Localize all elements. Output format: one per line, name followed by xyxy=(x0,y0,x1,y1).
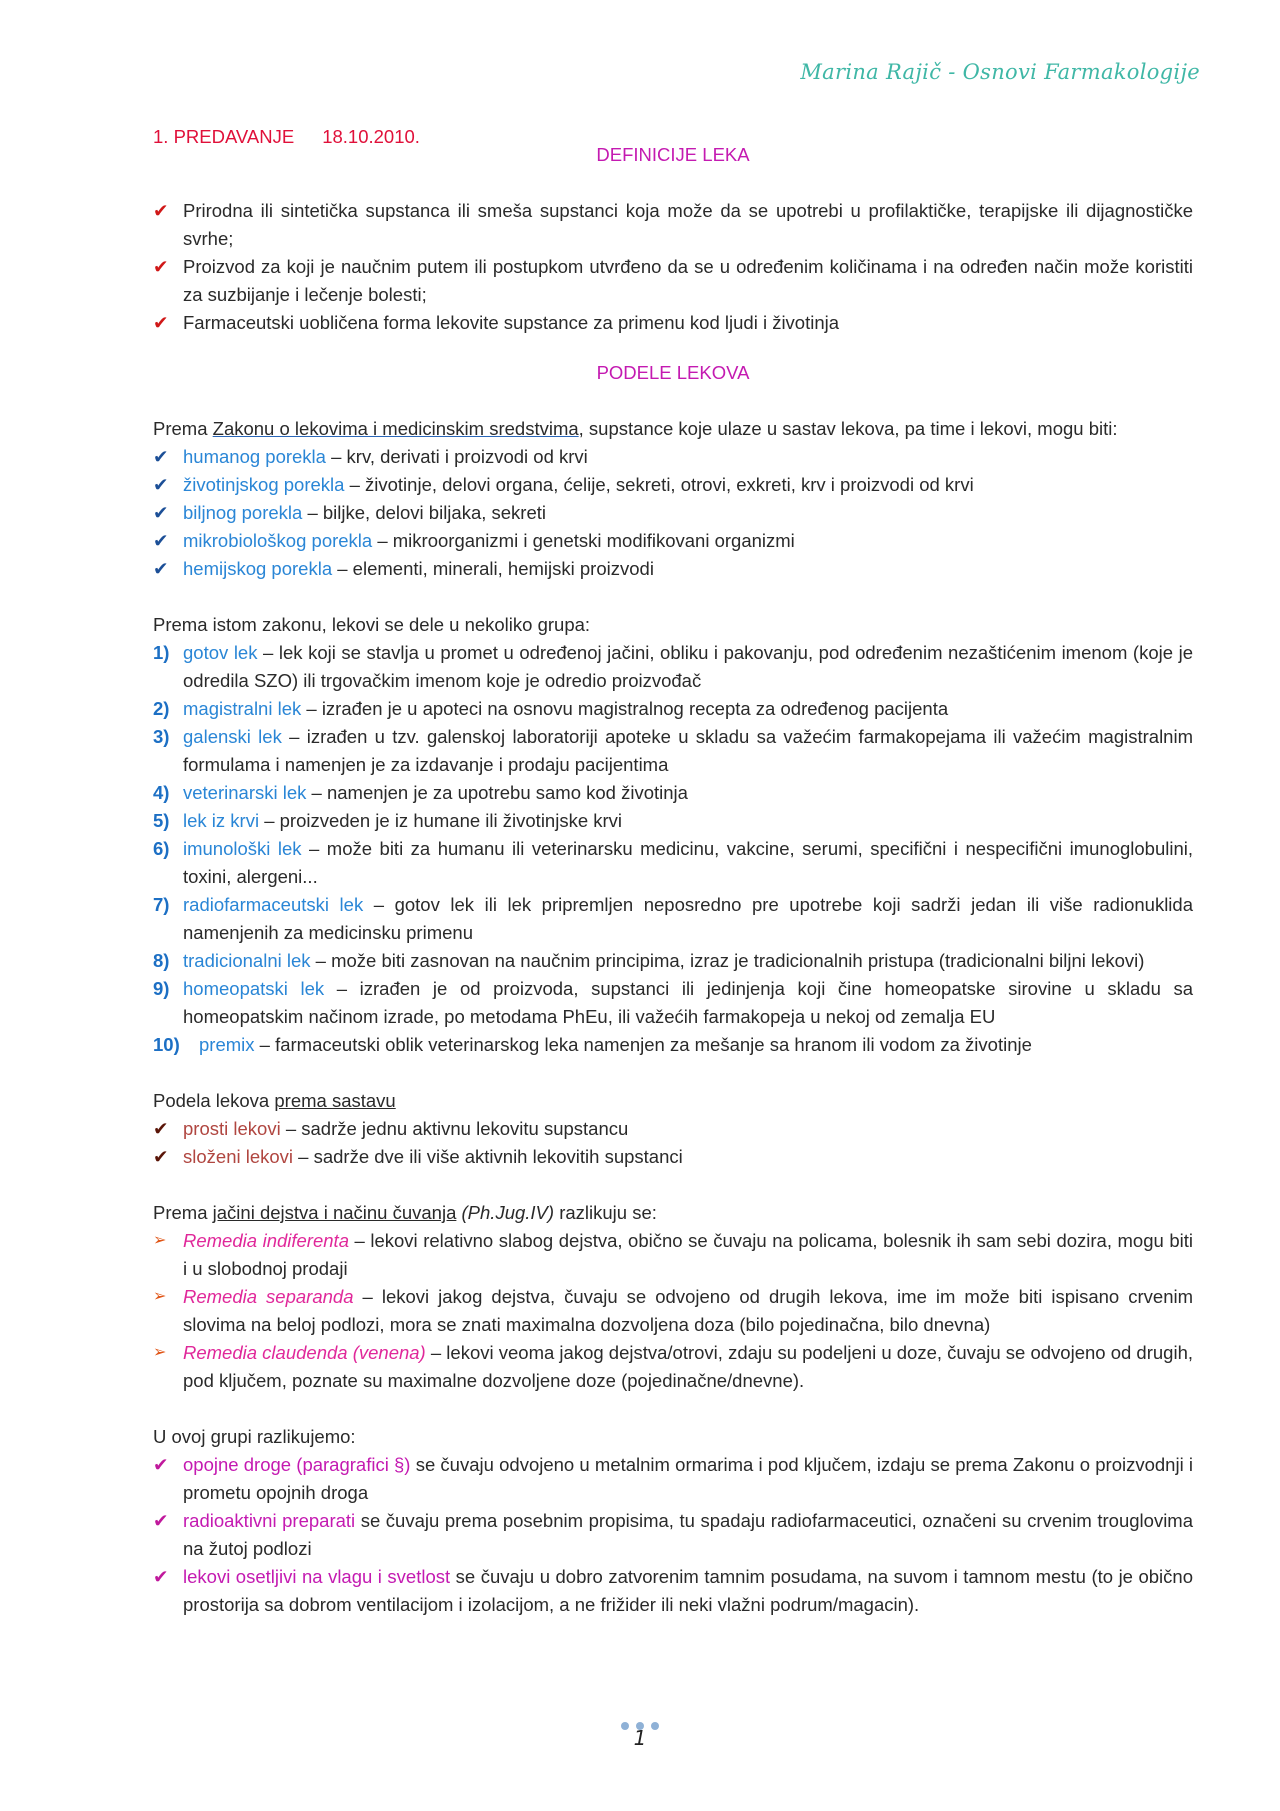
triangle-arrow-icon: ➢ xyxy=(153,1288,167,1305)
list-item: ✔ biljnog porekla – biljke, delovi biljaka, sekreti xyxy=(153,499,1193,527)
list-item: ✔ Proizvod za koji je naučnim putem ili postupkom utvrđeno da se u određenim količinama i na određen način može koristiti za suzbijanje i lečenje bolesti; xyxy=(153,253,1193,309)
sastav-list xyxy=(153,1115,1193,1171)
origin-list xyxy=(153,443,1193,583)
list-item: 2) magistralni lek – izrađen je u apoteci na osnovu magistralnog recepta za određenog pacijenta xyxy=(153,698,949,719)
list-item: 3) galenski lek – izrađen u tzv. galenskoj laboratoriji apoteke u skladu sa važećim farmakopejama ili važećim magistralnim formulama i namenjen je za izdavanje i prodaju pacijentima xyxy=(153,726,1193,775)
list-item: ✔ životinjskog porekla – životinje, delovi organa, ćelije, sekreti, otrovi, exkreti, krv i proizvodi od krvi xyxy=(153,471,1193,499)
list-item: 8) tradicionalni lek – može biti zasnovan na naučnim principima, izraz je tradicionalnih pristupa (tradicionalni biljni lekovi) xyxy=(153,950,1145,971)
checkmark-icon: ✔ xyxy=(153,1118,169,1139)
list-item: 7) radiofarmaceutski lek – gotov lek ili lek pripremljen neposredno pre upotrebe koji sadrži jedan ili više radionuklida namenjenih za medicinsku primenu xyxy=(153,894,1193,943)
lecture-label: 1. PREDAVANJE xyxy=(153,126,295,147)
list-item: ➢ Remedia claudenda (venena) – lekovi veoma jakog dejstva/otrovi, zdaju su podeljeni u doze, čuvaju se odvojeno od drugih, pod ključem, poznate su maximalne dozvoljene doze (pojedinačne/dnevne). xyxy=(153,1339,1193,1395)
triangle-arrow-icon: ➢ xyxy=(153,1232,167,1249)
groups-intro: Prema istom zakonu, lekovi se dele u nekoliko grupa: xyxy=(153,614,591,635)
checkmark-icon: ✔ xyxy=(153,1510,169,1531)
triangle-arrow-icon: ➢ xyxy=(153,1344,167,1361)
grupa-list xyxy=(153,1451,1193,1619)
checkmark-icon: ✔ xyxy=(153,530,169,551)
list-item: 1) gotov lek – lek koji se stavlja u promet u određenoj jačini, obliku i pakovanju, pod određenim nezaštićenim imenom (koje je odredila SZO) ili trgovačkim imenom koje je odredio proizvođač xyxy=(153,642,1193,691)
checkmark-icon: ✔ xyxy=(153,256,169,277)
grupa-intro: U ovoj grupi razlikujemo: xyxy=(153,1426,356,1447)
page-header: Marina Rajič - Osnovi Farmakologije xyxy=(800,60,1200,84)
list-item: ➢ Remedia indiferenta – lekovi relativno slabog dejstva, obično se čuvaju na policama, bolesnik ih sam sebi dozira, mogu biti i u slobodnoj prodaji xyxy=(153,1227,1193,1283)
list-item: 5) lek iz krvi – proizveden je iz humane ili životinjske krvi xyxy=(153,810,623,831)
document-body xyxy=(153,123,1193,1619)
checkmark-icon: ✔ xyxy=(153,1454,169,1475)
groups-list xyxy=(153,639,1193,1059)
page-number: 1 xyxy=(633,1726,647,1750)
list-item: ✔ lekovi osetljivi na vlagu i svetlost se čuvaju u dobro zatvorenim tamnim posudama, na suvom i tamnom mestu (to je obično prostorija sa dobrom ventilacijom i izolacijom, a ne frižider ili neki vlažni podrum/magacin). xyxy=(153,1563,1193,1619)
checkmark-icon: ✔ xyxy=(153,1146,169,1167)
checkmark-icon: ✔ xyxy=(153,446,169,467)
list-item: ✔ radioaktivni preparati se čuvaju prema posebnim propisima, tu spadaju radiofarmaceutici, označeni su crvenim trouglovima na žutoj podlozi xyxy=(153,1507,1193,1563)
list-item: ➢ Remedia separanda – lekovi jakog dejstva, čuvaju se odvojeno od drugih lekova, ime im može biti ispisano crvenim slovima na beloj podlozi, mora se znati maximalna dozvoljena doza (bilo pojedinačna, bilo dnevna) xyxy=(153,1283,1193,1339)
checkmark-icon: ✔ xyxy=(153,502,169,523)
page-footer xyxy=(0,1722,1280,1750)
checkmark-icon: ✔ xyxy=(153,474,169,495)
list-item: 6) imunološki lek – može biti za humanu ili veterinarsku medicinu, vakcine, serumi, specifični i nespecifični imunoglobulini, toxini, alergeni... xyxy=(153,838,1194,887)
list-item: ✔ Prirodna ili sintetička supstanca ili smeša supstanci koja može da se upotrebi u profilaktičke, terapijske ili dijagnostičke svrhe; xyxy=(153,197,1193,253)
section-title-podele: PODELE LEKOVA xyxy=(596,362,750,383)
list-item: ✔ prosti lekovi – sadrže jednu aktivnu lekovitu supstancu xyxy=(153,1115,1193,1143)
lecture-date: 18.10.2010. xyxy=(322,126,420,147)
list-item: ✔ Farmaceutski uobličena forma lekovite supstance za primenu kod ljudi i životinja xyxy=(153,309,1193,337)
checkmark-icon: ✔ xyxy=(153,558,169,579)
list-item: ✔ mikrobiološkog porekla – mikroorganizmi i genetski modifikovani organizmi xyxy=(153,527,1193,555)
list-item: ✔ hemijskog porekla – elementi, minerali, hemijski proizvodi xyxy=(153,555,1193,583)
list-item: ✔ humanog porekla – krv, derivati i proizvodi od krvi xyxy=(153,443,1193,471)
sastav-intro: Podela lekova prema sastavu xyxy=(153,1090,396,1111)
section-title-definicije: DEFINICIJE LEKA xyxy=(596,144,750,165)
list-item: 10) premix – farmaceutski oblik veterinarskog leka namenjen za mešanje sa hranom ili vodom za životinje xyxy=(153,1034,1032,1055)
jacina-intro: Prema jačini dejstva i načinu čuvanja (Ph.Jug.IV) razlikuju se: xyxy=(153,1202,657,1223)
list-item: 9) homeopatski lek – izrađen je od proizvoda, supstanci ili jedinjenja koji čine homeopatske sirovine u skladu sa homeopatskim načinom izrade, po metodama PhEu, ili važećih farmakopeja u nekoj od zemalja EU xyxy=(153,978,1194,1027)
list-item: ✔ opojne droge (paragrafici §) se čuvaju odvojeno u metalnim ormarima i pod ključem, izdaju se prema Zakonu o proizvodnji i prometu opojnih droga xyxy=(153,1451,1193,1507)
zakon-link: Zakonu o lekovima i medicinskim sredstvima xyxy=(212,418,579,439)
checkmark-icon: ✔ xyxy=(153,1566,169,1587)
definicije-list xyxy=(153,197,1193,337)
jacina-list xyxy=(153,1227,1193,1395)
list-item: ✔ složeni lekovi – sadrže dve ili više aktivnih lekovitih supstanci xyxy=(153,1143,1193,1171)
zakon-intro: Prema Zakonu o lekovima i medicinskim sredstvima, supstance koje ulaze u sastav lekova, pa time i lekovi, mogu biti: xyxy=(153,418,1118,439)
list-item: 4) veterinarski lek – namenjen je za upotrebu samo kod životinja xyxy=(153,782,688,803)
checkmark-icon: ✔ xyxy=(153,312,169,333)
checkmark-icon: ✔ xyxy=(153,200,169,221)
